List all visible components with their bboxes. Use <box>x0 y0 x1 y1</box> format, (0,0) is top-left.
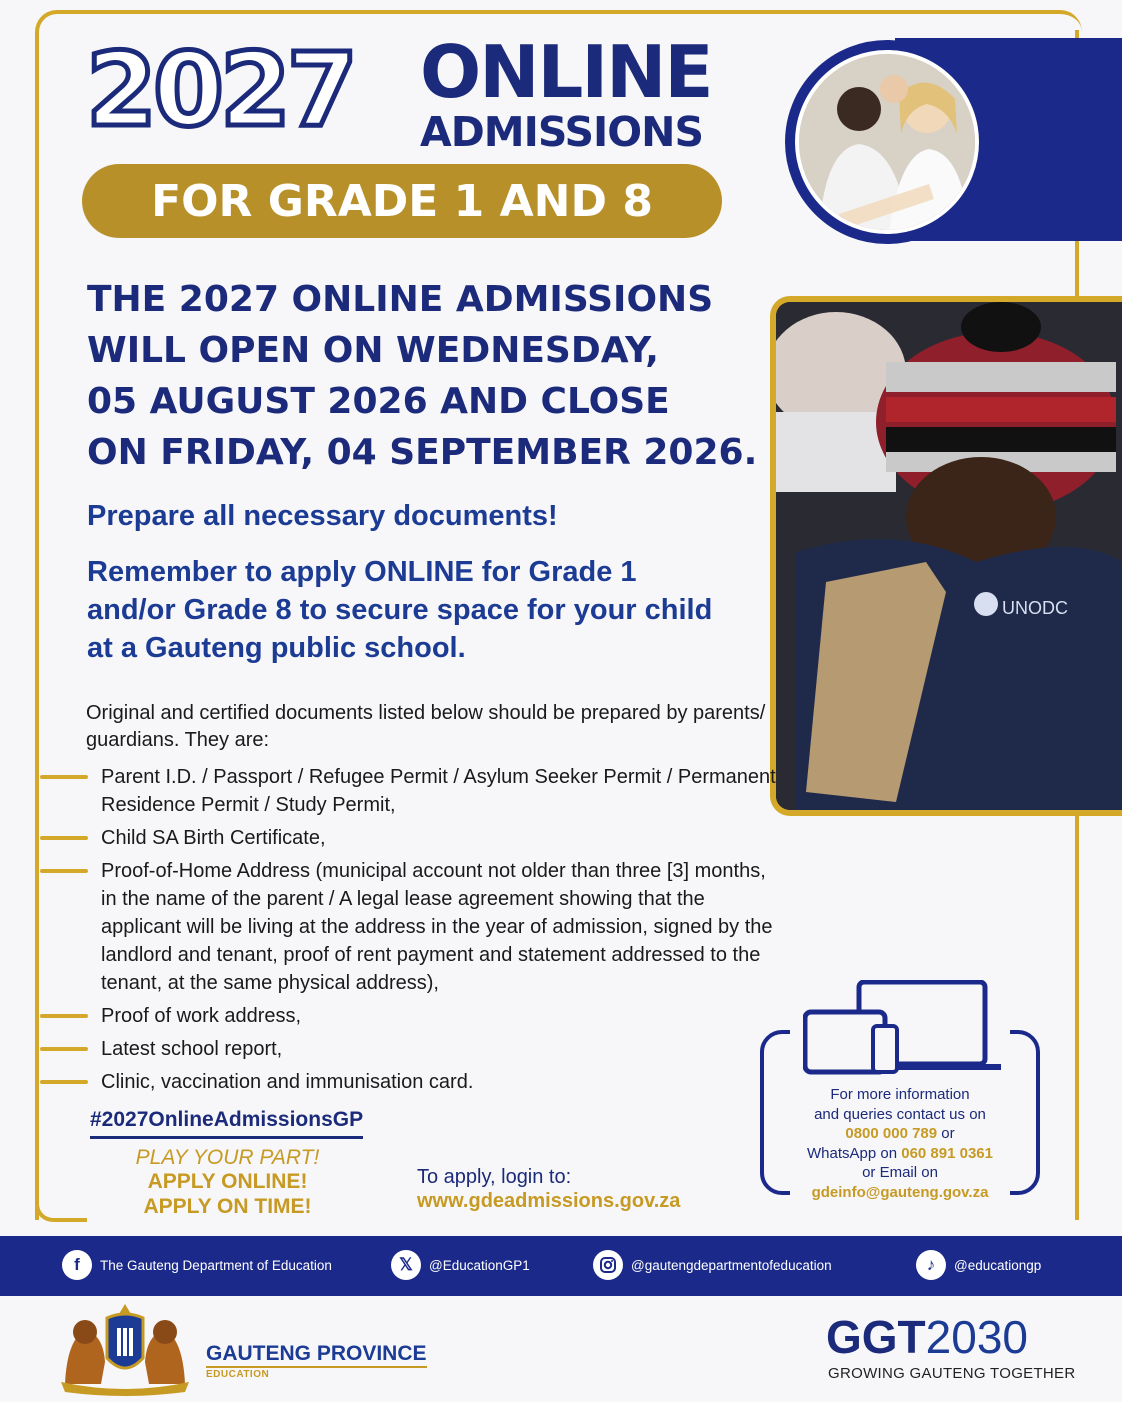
hashtag[interactable]: #2027OnlineAdmissionsGP <box>90 1108 363 1139</box>
list-item <box>40 763 780 819</box>
documents-intro: Original and certified documents listed below should be prepared by parents/ guardians. They are: <box>86 702 766 751</box>
list-item-text: Proof-of-Home Address (municipal account not older than three [3] months, in the name of the parent / A legal lease agreement showing that the applicant will be living at the address in the year of admission, signed by the landlord and tenant, proof of rent payment and statement addressed to the tenant, at the same physical address), <box>101 860 773 994</box>
ggt-year: 2030 <box>925 1311 1029 1363</box>
list-item-text: Proof of work address, <box>101 1005 302 1027</box>
ggt2030-logo <box>826 1311 1029 1363</box>
list-item <box>40 857 780 997</box>
instagram-handle: @gautengdepartmentofeducation <box>631 1257 832 1273</box>
x-icon: 𝕏 <box>391 1250 421 1280</box>
education-label: EDUCATION <box>206 1369 270 1380</box>
list-item-text: Latest school report, <box>101 1038 283 1060</box>
title-year: 2027 <box>86 31 354 150</box>
title-online: ONLINE <box>420 30 712 114</box>
email-label: or Email on <box>862 1164 938 1181</box>
social-facebook[interactable] <box>62 1250 332 1280</box>
headline-line-1: THE 2027 ONLINE ADMISSIONS <box>87 279 714 320</box>
social-bar <box>0 1236 1122 1296</box>
contact-line-2: and queries contact us on <box>814 1105 986 1123</box>
facebook-handle: The Gauteng Department of Education <box>100 1257 332 1273</box>
grade-banner: FOR GRADE 1 AND 8 <box>82 164 722 238</box>
title-admissions: ADMISSIONS <box>420 108 703 156</box>
x-handle: @EducationGP1 <box>429 1257 530 1273</box>
whatsapp-number[interactable]: 060 891 0361 <box>901 1144 993 1162</box>
devices-icon <box>803 980 1003 1075</box>
social-x[interactable] <box>391 1250 530 1280</box>
gauteng-province-title: GAUTENG PROVINCE <box>206 1342 427 1368</box>
list-item <box>40 1068 780 1096</box>
headline-line-2: WILL OPEN ON WEDNESDAY, <box>87 330 659 371</box>
documents-list <box>40 763 780 1101</box>
ggt-tagline: GROWING GAUTENG TOGETHER <box>828 1365 1076 1382</box>
slogan-line-2: APPLY ONLINE! <box>147 1170 308 1193</box>
remember-text: Remember to apply ONLINE for Grade 1 and/or Grade 8 to secure space for your child at a Gauteng public school. <box>87 556 713 664</box>
slogan-line-1: PLAY YOUR PART! <box>135 1146 320 1169</box>
ggt-text: GGT <box>826 1311 926 1363</box>
tiktok-handle: @educationgp <box>954 1257 1042 1273</box>
list-item-text: Clinic, vaccination and immunisation card. <box>101 1071 474 1093</box>
email-link[interactable]: gdeinfo@gauteng.gov.za <box>811 1183 989 1201</box>
list-item-text: Child SA Birth Certificate, <box>101 827 326 849</box>
list-item <box>40 824 780 852</box>
instagram-icon <box>593 1250 623 1280</box>
prepare-heading: Prepare all necessary documents! <box>87 500 558 532</box>
facebook-icon: f <box>62 1250 92 1280</box>
contact-info <box>772 1085 1028 1202</box>
slogan-line-3: APPLY ON TIME! <box>143 1195 312 1218</box>
svg-text:UNODC: UNODC <box>1002 598 1068 618</box>
headline-line-3: 05 AUGUST 2026 AND CLOSE <box>87 381 670 422</box>
contact-line-1: For more information <box>830 1086 970 1103</box>
contact-or: or <box>941 1125 955 1142</box>
apply-url-link[interactable]: www.gdeadmissions.gov.za <box>417 1190 681 1212</box>
list-item <box>40 1002 780 1030</box>
whatsapp-label: WhatsApp on <box>807 1144 898 1162</box>
social-instagram[interactable] <box>593 1250 832 1280</box>
tiktok-icon: ♪ <box>916 1250 946 1280</box>
phone-number[interactable]: 0800 000 789 <box>845 1125 938 1142</box>
headline <box>87 274 758 478</box>
social-tiktok[interactable] <box>916 1250 1041 1280</box>
students-photo <box>785 40 989 244</box>
student-photo <box>770 296 1122 816</box>
gauteng-crest-logo <box>55 1300 195 1396</box>
list-item <box>40 1035 780 1063</box>
apply-label: To apply, login to: <box>417 1166 572 1188</box>
list-item-text: Parent I.D. / Passport / Refugee Permit / Asylum Seeker Permit / Permanent Residence Permit / Study Permit, <box>101 766 776 816</box>
headline-line-4: ON FRIDAY, 04 SEPTEMBER 2026. <box>87 432 758 473</box>
